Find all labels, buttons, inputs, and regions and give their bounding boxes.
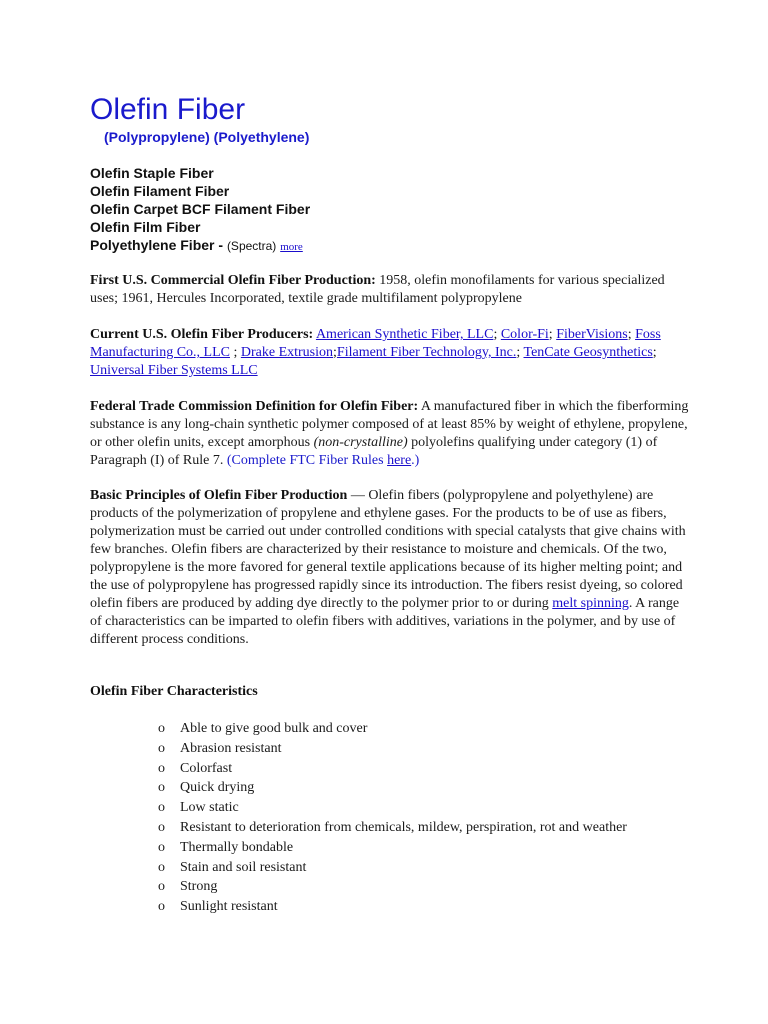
page-subtitle: (Polypropylene) (Polyethylene)	[104, 129, 310, 145]
ftc-rules-link[interactable]: here	[387, 453, 412, 468]
characteristic-item	[158, 877, 627, 897]
characteristics-list	[158, 719, 627, 917]
characteristic-text: Colorfast	[180, 760, 233, 776]
characteristic-item	[158, 798, 627, 818]
fiber-type-item: Olefin Film Fiber	[90, 219, 201, 235]
bullet-icon: o	[158, 819, 165, 835]
characteristic-item	[158, 858, 627, 878]
bullet-icon: o	[158, 859, 165, 875]
ftc-text-before: A manufactured fiber in which the fiberforming substance is any long-chain synthetic polymer composed of at least 85% by weight of ethylene, propylene, or other olefin units, except amorphous	[90, 399, 689, 450]
ftc-label: Federal Trade Commission Definition for Olefin Fiber:	[90, 399, 419, 414]
producer-link-tencate[interactable]: TenCate Geosynthetics	[523, 345, 653, 360]
characteristic-item	[158, 719, 627, 739]
principles-paragraph	[90, 487, 690, 649]
producer-link-color-fi[interactable]: Color-Fi	[500, 327, 549, 342]
principles-text-after: . A range of characteristics can be imparted to olefin fibers with additives, variations in the polymer, and by use of different process conditions.	[90, 596, 680, 647]
bullet-icon: o	[158, 800, 165, 816]
producer-link-american-synthetic[interactable]: American Synthetic Fiber, LLC	[315, 327, 494, 342]
characteristic-text: Stain and soil resistant	[180, 859, 307, 875]
polyethylene-item	[90, 236, 310, 256]
principles-label: Basic Principles of Olefin Fiber Production	[90, 488, 348, 503]
producers-paragraph: Current U.S. Olefin Fiber Producers: American Synthetic Fiber, LLC; Color-Fi; FiberVisions; Foss Manufacturing Co., LLC ; Drake Extrusion;Filament Fiber Technology, Inc.; TenCate Geosynthetics; Universal Fiber Systems LLC	[90, 327, 661, 378]
ftc-italic: (non-crystalline)	[313, 435, 408, 450]
fiber-type-item: Olefin Staple Fiber	[90, 165, 214, 181]
first-production-paragraph	[90, 272, 690, 308]
producers-label: Current U.S. Olefin Fiber Producers:	[90, 327, 314, 342]
fiber-type-item: Olefin Filament Fiber	[90, 183, 230, 199]
bullet-icon: o	[158, 780, 165, 796]
characteristic-text: Low static	[180, 800, 239, 816]
producer-link-filament-fiber[interactable]: Filament Fiber Technology, Inc.	[336, 345, 517, 360]
characteristic-text: Resistant to deterioration from chemicals, mildew, perspiration, rot and weather	[180, 819, 627, 835]
principles-dash: —	[350, 488, 365, 503]
bullet-icon: o	[158, 721, 165, 736]
producer-link-universal[interactable]: Universal Fiber Systems LLC	[90, 363, 258, 378]
bullet-icon: o	[158, 740, 165, 756]
producer-link-foss[interactable]: Foss Manufacturing Co., LLC	[90, 327, 661, 360]
ftc-rules-suffix: .)	[411, 453, 420, 468]
characteristic-text: Quick drying	[180, 780, 255, 796]
characteristics-heading: Olefin Fiber Characteristics	[90, 684, 258, 699]
first-production-label: First U.S. Commercial Olefin Fiber Production:	[90, 273, 376, 288]
first-production-text: 1958, olefin monofilaments for various specialized uses; 1961, Hercules Incorporated, textile grade multifilament polypropylene	[90, 273, 665, 306]
melt-spinning-link[interactable]: melt spinning	[552, 596, 629, 611]
characteristic-item	[158, 838, 627, 858]
fiber-type-list	[90, 164, 310, 256]
bullet-icon: o	[158, 760, 165, 776]
characteristic-text: Strong	[180, 879, 218, 895]
fiber-type-item: Olefin Carpet BCF Filament Fiber	[90, 201, 311, 217]
characteristic-item	[158, 739, 627, 759]
producer-link-fibervisions[interactable]: FiberVisions	[556, 327, 628, 342]
characteristic-item	[158, 759, 627, 779]
ftc-definition-paragraph	[90, 398, 690, 470]
bullet-icon: o	[158, 899, 165, 915]
characteristic-item	[158, 897, 627, 917]
characteristic-text: Thermally bondable	[180, 839, 294, 855]
polyethylene-label: Polyethylene Fiber -	[90, 237, 224, 253]
bullet-icon: o	[158, 879, 165, 895]
spectra-note: (Spectra)	[226, 239, 277, 253]
page-title: Olefin Fiber	[90, 93, 246, 126]
characteristic-text: Abrasion resistant	[180, 740, 282, 756]
characteristic-text: Sunlight resistant	[180, 899, 278, 915]
principles-text-before: Olefin fibers (polypropylene and polyethylene) are products of the polymerization of propylene and ethylene gases. For the products to be of use as fibers, polymerization must be carried out under controlled conditions with special catalysts that give chains with few branches. Olefin fibers are characterized by their resistance to moisture and chemicals. Of the two, polypropylene is the more favored for general textile applications because of its higher melting point; and the use of polypropylene has progressed rapidly since its introduction. The fibers resist dyeing, so colored olefin fibers are produced by adding dye directly to the polymer prior to or during	[90, 488, 686, 611]
bullet-icon: o	[158, 839, 165, 855]
characteristic-item	[158, 818, 627, 838]
ftc-rules-prefix: (Complete FTC Fiber Rules	[226, 453, 384, 468]
producer-link-drake[interactable]: Drake Extrusion	[240, 345, 334, 360]
ftc-text-after: polyolefins qualifying under category (1) of Paragraph (I) of Rule 7.	[90, 435, 658, 468]
characteristic-item	[158, 778, 627, 798]
more-link[interactable]: more	[280, 241, 303, 253]
characteristic-text: Able to give good bulk and cover	[180, 721, 368, 736]
